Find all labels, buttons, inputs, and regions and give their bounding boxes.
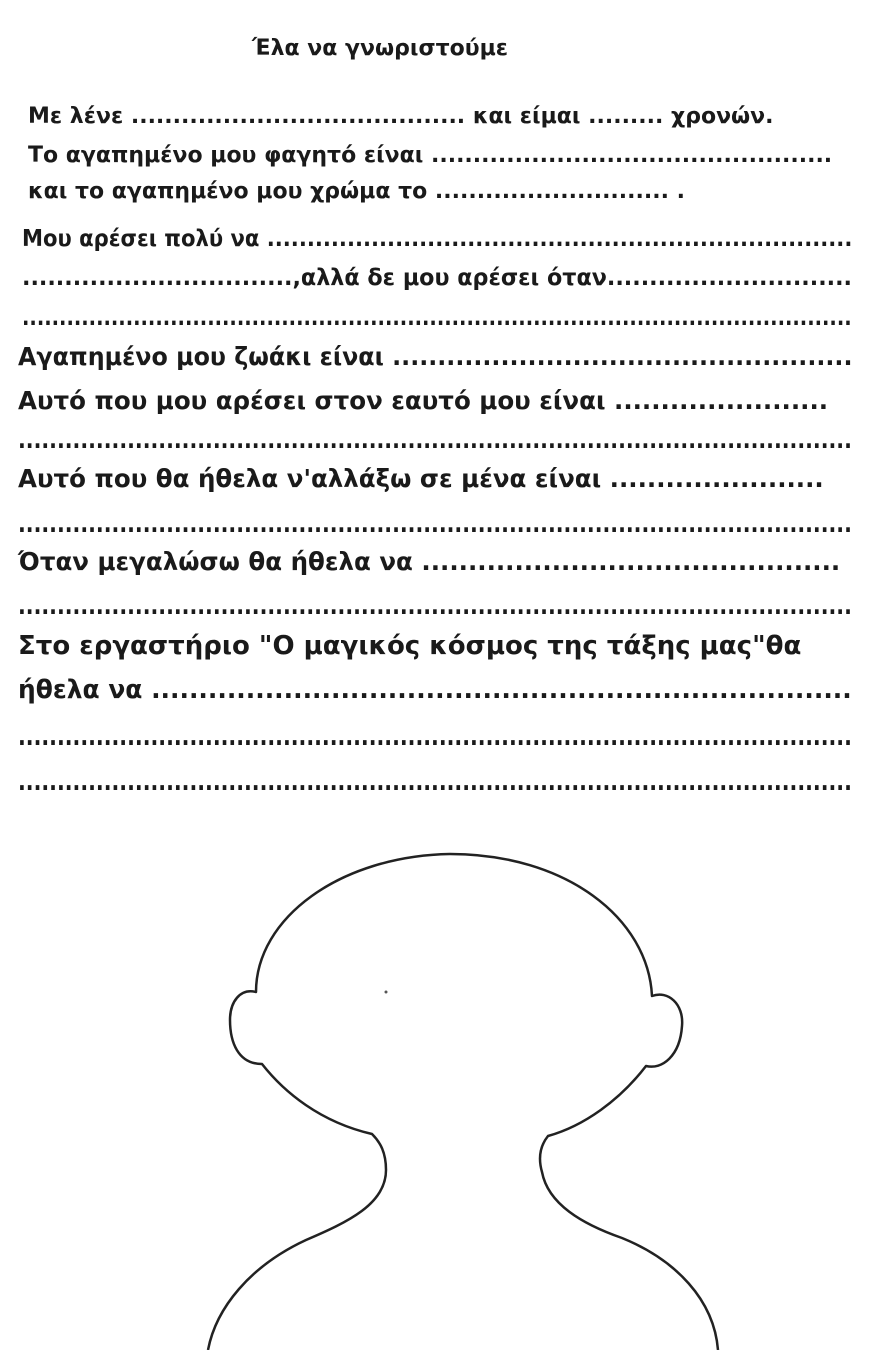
line-like-about-self: Αυτό που μου αρέσει στον εαυτό μου είναι ....................... bbox=[18, 386, 829, 415]
line-change-about-self: Αυτό που θα ήθελα ν'αλλάξω σε μένα είναι ....................... bbox=[18, 464, 824, 493]
line-dislikes: ................................,αλλά δε μου αρέσει όταν............................. bbox=[22, 265, 853, 291]
line-workshop-answer: ήθελα να .......................................................................... bbox=[18, 675, 852, 705]
head-shoulders-outline bbox=[0, 820, 874, 1350]
silhouette-path bbox=[208, 854, 718, 1350]
line-blank-2: ........................................................................................................... bbox=[18, 425, 852, 454]
line-workshop: Στο εργαστήριο "Ο μαγικός κόσμος της τάξης μας"θα bbox=[18, 631, 802, 661]
line-favorite-food: Το αγαπημένο μου φαγητό είναι ................................................ bbox=[28, 143, 833, 168]
line-blank-5: ........................................................................................................... bbox=[18, 722, 852, 752]
line-blank-6: ........................................................................................................... bbox=[18, 767, 852, 797]
line-blank-3: ........................................................................................................... bbox=[18, 509, 852, 538]
line-favorite-animal: Αγαπημένο μου ζωάκι είναι ................................................... bbox=[18, 342, 853, 371]
speck-mark bbox=[385, 991, 388, 994]
line-blank-4: ........................................................................................................... bbox=[18, 591, 852, 620]
line-when-i-grow-up: Όταν μεγαλώσω θα ήθελα να ............................................. bbox=[18, 547, 841, 576]
page-title: Έλα να γνωριστούμε bbox=[252, 36, 509, 61]
line-name-age: Με λένε ........................................ και είμαι ......... χρονών. bbox=[28, 104, 774, 129]
line-favorite-color: και το αγαπημένο μου χρώμα το ............................ . bbox=[28, 179, 685, 204]
line-likes: Μου αρέσει πολύ να ......................................................................... bbox=[22, 226, 853, 252]
line-blank-1: ................................................................................................................ bbox=[22, 305, 852, 331]
